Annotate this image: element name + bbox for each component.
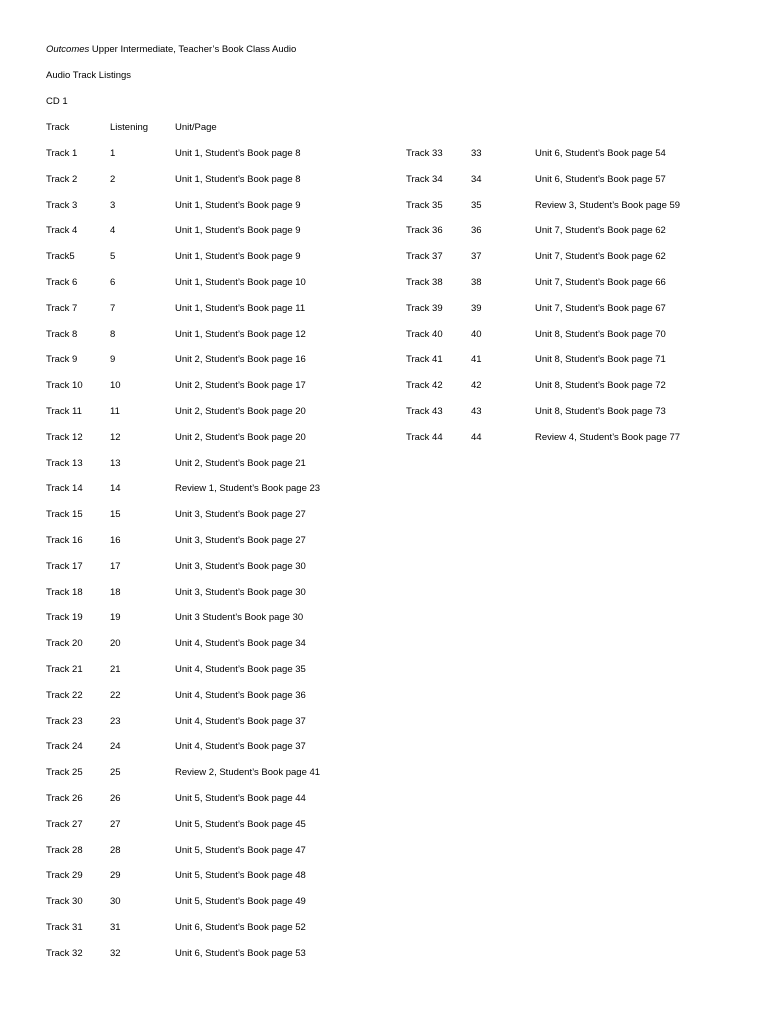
listing-subtitle: Audio Track Listings xyxy=(46,70,132,81)
track-cell: Track 17 xyxy=(46,560,83,572)
track-cell: Track 6 xyxy=(46,277,78,288)
track-cell: Track 25 xyxy=(46,767,83,779)
unit-page-cell: Unit 7, Student’s Book page 67 xyxy=(535,302,666,314)
track-cell: Track 44 xyxy=(406,431,443,443)
unit-page-cell: Unit 2, Student’s Book page 20 xyxy=(175,431,306,443)
unit-page-cell: Unit 6, Student’s Book page 52 xyxy=(175,922,306,933)
title-italic: Outcomes xyxy=(46,44,90,55)
table-row xyxy=(0,251,768,263)
unit-page-cell: Unit 1, Student’s Book page 8 xyxy=(175,173,301,185)
listening-cell: 7 xyxy=(110,302,116,314)
listening-cell: 23 xyxy=(110,715,121,727)
track-cell: Track 29 xyxy=(46,870,83,882)
unit-page-cell: Unit 7, Student’s Book page 62 xyxy=(535,225,666,237)
unit-page-cell: Unit 8, Student’s Book page 73 xyxy=(535,406,666,417)
track-cell: Track 37 xyxy=(406,251,443,263)
listening-cell: 24 xyxy=(110,741,121,753)
track-cell: Track 13 xyxy=(46,457,83,469)
listening-cell: 20 xyxy=(110,638,121,650)
unit-page-cell: Review 2, Student’s Book page 41 xyxy=(175,767,321,779)
track-cell: Track 19 xyxy=(46,612,83,624)
unit-page-cell: Unit 7, Student’s Book page 62 xyxy=(535,251,666,263)
table-row xyxy=(0,225,768,237)
header-unit-page: Unit/Page xyxy=(175,122,217,133)
unit-page-cell: Unit 5, Student’s Book page 44 xyxy=(175,793,306,804)
track-cell: Track5 xyxy=(46,251,75,263)
listening-cell: 15 xyxy=(110,509,121,521)
unit-page-cell: Unit 5, Student’s Book page 45 xyxy=(175,818,306,830)
track-cell: Track 33 xyxy=(406,148,443,159)
track-cell: Track 39 xyxy=(406,302,443,314)
unit-page-cell: Unit 8, Student’s Book page 71 xyxy=(535,354,666,366)
unit-page-cell: Unit 3, Student’s Book page 30 xyxy=(175,586,306,598)
unit-page-cell: Unit 3, Student’s Book page 27 xyxy=(175,535,306,546)
unit-page-cell: Unit 6, Student’s Book page 53 xyxy=(175,947,306,959)
track-cell: Track 27 xyxy=(46,818,83,830)
table-row xyxy=(0,406,768,418)
track-cell: Track 10 xyxy=(46,380,83,392)
listening-cell: 34 xyxy=(471,173,482,185)
unit-page-cell: Unit 3 Student’s Book page 30 xyxy=(175,612,304,624)
unit-page-cell: Unit 1, Student’s Book page 11 xyxy=(175,302,306,314)
track-cell: Track 22 xyxy=(46,689,83,701)
title-rest: Upper Intermediate, Teacher’s Book Class Audio xyxy=(89,44,297,55)
track-cell: Track 8 xyxy=(46,328,78,340)
listening-cell: 11 xyxy=(110,406,120,417)
listening-cell: 19 xyxy=(110,612,121,624)
track-cell: Track 24 xyxy=(46,741,83,753)
listening-cell: 6 xyxy=(110,277,116,288)
unit-page-cell: Unit 2, Student’s Book page 20 xyxy=(175,406,306,417)
track-cell: Track 38 xyxy=(406,277,443,288)
track-cell: Track 7 xyxy=(46,302,78,314)
track-cell: Track 43 xyxy=(406,406,443,417)
unit-page-cell: Unit 3, Student’s Book page 27 xyxy=(175,509,306,521)
table-row xyxy=(0,277,768,289)
header-track: Track xyxy=(46,122,70,133)
track-cell: Track 30 xyxy=(46,896,83,908)
unit-page-cell: Review 1, Student’s Book page 23 xyxy=(175,483,321,495)
listening-cell: 2 xyxy=(110,173,116,185)
listening-cell: 12 xyxy=(110,431,121,443)
listening-cell: 21 xyxy=(110,664,121,675)
unit-page-cell: Review 4, Student’s Book page 77 xyxy=(535,431,681,443)
listening-cell: 44 xyxy=(471,431,482,443)
listening-cell: 38 xyxy=(471,277,482,288)
track-cell: Track 3 xyxy=(46,199,78,211)
unit-page-cell: Unit 4, Student’s Book page 37 xyxy=(175,741,306,753)
table-row xyxy=(0,303,768,315)
listening-cell: 9 xyxy=(110,354,116,366)
track-cell: Track 9 xyxy=(46,354,78,366)
track-cell: Track 31 xyxy=(46,922,83,933)
unit-page-cell: Unit 2, Student’s Book page 21 xyxy=(175,457,306,469)
track-cell: Track 1 xyxy=(46,148,78,159)
listening-cell: 32 xyxy=(110,947,121,959)
unit-page-cell: Unit 2, Student’s Book page 17 xyxy=(175,380,306,392)
listening-cell: 17 xyxy=(110,560,121,572)
listening-cell: 1 xyxy=(110,148,116,159)
track-cell: Track 14 xyxy=(46,483,83,495)
track-cell: Track 28 xyxy=(46,844,83,856)
listening-cell: 43 xyxy=(471,406,482,417)
unit-page-cell: Unit 5, Student’s Book page 48 xyxy=(175,870,306,882)
track-cell: Track 2 xyxy=(46,173,78,185)
listening-cell: 29 xyxy=(110,870,121,882)
unit-page-cell: Unit 1, Student’s Book page 9 xyxy=(175,251,301,263)
track-cell: Track 35 xyxy=(406,199,443,211)
table-row xyxy=(0,432,768,444)
listening-cell: 31 xyxy=(110,922,121,933)
unit-page-cell: Unit 6, Student’s Book page 54 xyxy=(535,148,666,159)
listening-cell: 3 xyxy=(110,199,116,211)
listening-cell: 13 xyxy=(110,457,121,469)
listening-cell: 26 xyxy=(110,793,121,804)
unit-page-cell: Unit 5, Student’s Book page 49 xyxy=(175,896,306,908)
track-cell: Track 21 xyxy=(46,664,83,675)
unit-page-cell: Unit 6, Student’s Book page 57 xyxy=(535,173,666,185)
listening-cell: 36 xyxy=(471,225,482,237)
table-row xyxy=(0,174,768,186)
listening-cell: 37 xyxy=(471,251,482,263)
listening-cell: 22 xyxy=(110,689,121,701)
listening-cell: 40 xyxy=(471,328,482,340)
unit-page-cell: Unit 8, Student’s Book page 70 xyxy=(535,328,666,340)
track-cell: Track 20 xyxy=(46,638,83,650)
listening-cell: 39 xyxy=(471,302,482,314)
listening-cell: 14 xyxy=(110,483,121,495)
listening-cell: 27 xyxy=(110,818,121,830)
unit-page-cell: Unit 2, Student’s Book page 16 xyxy=(175,354,306,366)
listening-cell: 8 xyxy=(110,328,116,340)
table-row xyxy=(0,148,768,160)
track-cell: Track 34 xyxy=(406,173,443,185)
unit-page-cell: Unit 8, Student’s Book page 72 xyxy=(535,380,666,392)
track-cell: Track 18 xyxy=(46,586,83,598)
unit-page-cell: Review 3, Student’s Book page 59 xyxy=(535,199,681,211)
unit-page-cell: Unit 4, Student’s Book page 35 xyxy=(175,664,306,675)
unit-page-cell: Unit 1, Student’s Book page 12 xyxy=(175,328,306,340)
track-cell: Track 16 xyxy=(46,535,83,546)
unit-page-cell: Unit 1, Student’s Book page 9 xyxy=(175,225,301,237)
track-cell: Track 26 xyxy=(46,793,83,804)
unit-page-cell: Unit 1, Student’s Book page 8 xyxy=(175,148,301,159)
track-cell: Track 12 xyxy=(46,431,83,443)
track-cell: Track 36 xyxy=(406,225,443,237)
track-cell: Track 40 xyxy=(406,328,443,340)
listening-cell: 33 xyxy=(471,148,482,159)
header-listening: Listening xyxy=(110,122,149,133)
track-cell: Track 32 xyxy=(46,947,83,959)
unit-page-cell: Unit 5, Student’s Book page 47 xyxy=(175,844,306,856)
listening-cell: 35 xyxy=(471,199,482,211)
table-row xyxy=(0,380,768,392)
listening-cell: 16 xyxy=(110,535,121,546)
unit-page-cell: Unit 4, Student’s Book page 34 xyxy=(175,638,306,650)
table-row xyxy=(0,354,768,366)
listening-cell: 18 xyxy=(110,586,121,598)
listening-cell: 5 xyxy=(110,251,116,263)
listening-cell: 28 xyxy=(110,844,121,856)
unit-page-cell: Unit 1, Student’s Book page 9 xyxy=(175,199,301,211)
unit-page-cell: Unit 4, Student’s Book page 37 xyxy=(175,715,306,727)
listening-cell: 42 xyxy=(471,380,482,392)
track-cell: Track 41 xyxy=(406,354,443,366)
track-cell: Track 42 xyxy=(406,380,443,392)
track-cell: Track 15 xyxy=(46,509,83,521)
unit-page-cell: Unit 7, Student’s Book page 66 xyxy=(535,277,666,288)
unit-page-cell: Unit 3, Student’s Book page 30 xyxy=(175,560,306,572)
listening-cell: 30 xyxy=(110,896,121,908)
listening-cell: 41 xyxy=(471,354,482,366)
table-row xyxy=(0,329,768,341)
unit-page-cell: Unit 1, Student’s Book page 10 xyxy=(175,277,306,288)
table-row xyxy=(0,200,768,212)
track-cell: Track 23 xyxy=(46,715,83,727)
track-cell: Track 11 xyxy=(46,406,82,417)
listening-cell: 4 xyxy=(110,225,116,237)
unit-page-cell: Unit 4, Student’s Book page 36 xyxy=(175,689,306,701)
cd-label: CD 1 xyxy=(46,96,68,107)
track-cell: Track 4 xyxy=(46,225,78,237)
listening-cell: 10 xyxy=(110,380,121,392)
listening-cell: 25 xyxy=(110,767,121,779)
